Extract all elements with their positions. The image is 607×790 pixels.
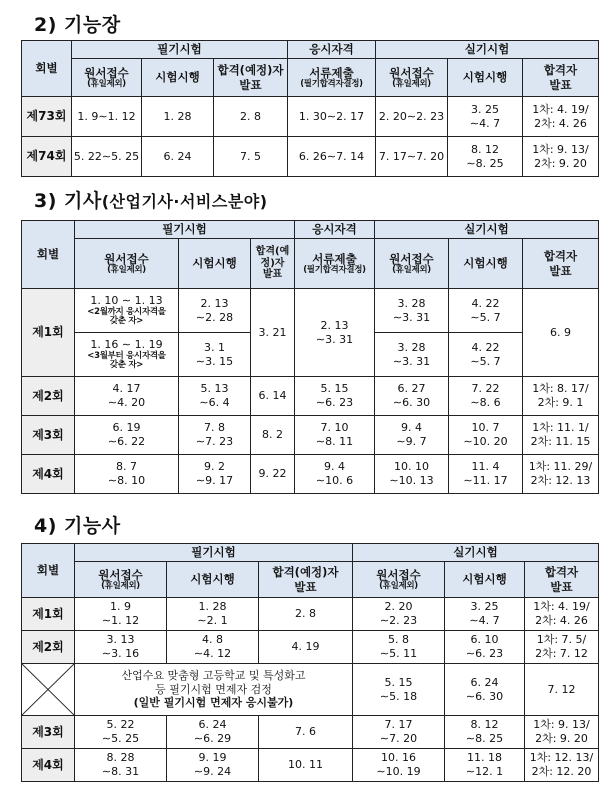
header-holiday-note: (휴일제외) (107, 265, 146, 276)
header-holiday-note: (휴일제외) (379, 581, 418, 592)
section-title-engineer-sub: (산업기사·서비스분야) (101, 192, 268, 211)
header-application-label: 원서접수 (389, 251, 434, 266)
table-row (22, 598, 599, 631)
header-holiday-note: (휴일제외) (392, 265, 431, 276)
header-application-label: 원서접수 (389, 65, 434, 80)
written-application-date: 8. 7 ∼8. 10 (75, 455, 179, 494)
practical-application-date: 5. 8 ∼5. 11 (353, 631, 445, 664)
practical-application-date: 2. 20∼2. 23 (376, 97, 448, 137)
written-exam-date: 6. 24 ∼6. 29 (167, 716, 259, 749)
practical-application-date: 10. 10 ∼10. 13 (375, 455, 449, 494)
section-title-master-craftsman: 2) 기능장 (34, 14, 121, 36)
application-eligibility-note: <3월부터 응시자격을 갖춘 자> (87, 351, 166, 371)
practical-result-date: 1차: 11. 29/ 2차: 12. 13 (523, 455, 599, 494)
practical-exam-date: 3. 25 ∼4. 7 (445, 598, 525, 631)
written-result-date: 10. 11 (259, 749, 353, 782)
practical-application-date: 2. 20 ∼2. 23 (353, 598, 445, 631)
round-label: 제73회 (22, 97, 72, 137)
practical-application-date: 5. 15 ∼5. 18 (353, 664, 445, 716)
written-application-date: 6. 19 ∼6. 22 (75, 416, 179, 455)
practical-application-date: 10. 16 ∼10. 19 (353, 749, 445, 782)
practical-exam-date: 11. 4 ∼11. 17 (449, 455, 523, 494)
section-title-craftsman: 4) 기능사 (34, 515, 121, 537)
table-row (22, 749, 599, 782)
header-qualification: 응시자격 (295, 221, 375, 239)
header-practical-application (375, 239, 449, 289)
practical-application-date: 7. 17∼7. 20 (376, 137, 448, 177)
written-application-date: 4. 17 ∼4. 20 (75, 377, 179, 416)
written-result-date: 9. 22 (251, 455, 295, 494)
header-practical-exam-date: 시험시행 (448, 59, 523, 97)
application-period: 1. 16 ∼ 1. 19 (90, 338, 163, 352)
header-practical-result: 합격자 발표 (525, 562, 599, 598)
document-submission-date: 2. 13 ∼3. 31 (295, 289, 375, 377)
document-submission-date: 9. 4 ∼10. 6 (295, 455, 375, 494)
header-practical-exam: 실기시험 (376, 41, 599, 59)
practical-exam-date: 8. 12 ∼8. 25 (445, 716, 525, 749)
header-holiday-note: (휴일제외) (392, 79, 431, 90)
exempt-note-line-3: (일반 필기시험 면제자 응시불가) (133, 696, 294, 710)
engineer-schedule-table (21, 220, 599, 494)
practical-result-date: 1차: 9. 13/ 2차: 9. 20 (525, 716, 599, 749)
written-result-date: 2. 8 (214, 97, 288, 137)
document-submission-date: 7. 10 ∼8. 11 (295, 416, 375, 455)
practical-result-date: 1차: 12. 13/ 2차: 12. 20 (525, 749, 599, 782)
header-practical-application (376, 59, 448, 97)
header-holiday-note: (휴일제외) (101, 581, 140, 592)
written-exam-date: 5. 13 ∼6. 4 (179, 377, 251, 416)
header-written-application (75, 562, 167, 598)
header-written-exam: 필기시험 (75, 221, 295, 239)
table-row (22, 631, 599, 664)
header-round: 회별 (22, 221, 75, 289)
table-row (22, 377, 599, 416)
round-label: 제2회 (22, 377, 75, 416)
written-exam-date: 7. 8 ∼7. 23 (179, 416, 251, 455)
document-submission-date: 5. 15 ∼6. 23 (295, 377, 375, 416)
master-craftsman-schedule-table (21, 40, 599, 177)
written-exam-date: 2. 13 ∼2. 28 (179, 289, 251, 333)
round-label: 제3회 (22, 716, 75, 749)
header-document-submission (288, 59, 376, 97)
header-application-label: 원서접수 (84, 65, 129, 80)
written-application-date: 1. 9 ∼1. 12 (75, 598, 167, 631)
header-written-exam-date: 시험시행 (167, 562, 259, 598)
practical-result-date: 1차: 9. 13/ 2차: 9. 20 (523, 137, 599, 177)
header-practical-application (353, 562, 445, 598)
practical-application-date: 3. 28 ∼3. 31 (375, 333, 449, 377)
written-exam-date: 1. 28 (142, 97, 214, 137)
practical-exam-date: 7. 22 ∼8. 6 (449, 377, 523, 416)
written-exam-date: 3. 1 ∼3. 15 (179, 333, 251, 377)
table-row (22, 97, 599, 137)
header-written-exam-date: 시험시행 (142, 59, 214, 97)
craftsman-schedule-table (21, 543, 599, 782)
written-exam-date: 9. 2 ∼9. 17 (179, 455, 251, 494)
table-row (22, 664, 599, 716)
header-application-label: 원서접수 (98, 567, 143, 582)
practical-application-date: 9. 4 ∼9. 7 (375, 416, 449, 455)
header-qualification: 응시자격 (288, 41, 376, 59)
header-written-application (75, 239, 179, 289)
exempt-note-line-1: 산업수요 맞춤형 고등학교 및 특성화고 (121, 668, 306, 682)
practical-exam-date: 6. 24 ∼6. 30 (445, 664, 525, 716)
written-exam-date: 1. 28 ∼2. 1 (167, 598, 259, 631)
written-application-date: 1. 9∼1. 12 (72, 97, 142, 137)
practical-result-date: 1차: 4. 19/ 2차: 4. 26 (525, 598, 599, 631)
table-row (22, 716, 599, 749)
written-application-date (75, 289, 179, 333)
header-practical-exam: 실기시험 (353, 544, 599, 562)
practical-exam-date: 4. 22 ∼5. 7 (449, 333, 523, 377)
header-document-submission (295, 239, 375, 289)
section-title-engineer-main: 3) 기사 (34, 190, 102, 212)
written-exam-date: 9. 19 ∼9. 24 (167, 749, 259, 782)
application-eligibility-note: <2월까지 응시자격을 갖춘 자> (87, 307, 166, 327)
round-label: 제4회 (22, 455, 75, 494)
written-application-date: 5. 22 ∼5. 25 (75, 716, 167, 749)
header-round: 회별 (22, 544, 75, 598)
header-application-label: 원서접수 (104, 251, 149, 266)
practical-result-date: 1차: 11. 1/ 2차: 11. 15 (523, 416, 599, 455)
cross-mark-icon (22, 664, 74, 715)
round-label: 제2회 (22, 631, 75, 664)
header-practical-result: 합격자 발표 (523, 59, 599, 97)
header-written-exam-date: 시험시행 (179, 239, 251, 289)
table-row (22, 416, 599, 455)
practical-result-date: 7. 12 (525, 664, 599, 716)
practical-exam-date: 3. 25 ∼4. 7 (448, 97, 523, 137)
practical-result-date: 6. 9 (523, 289, 599, 377)
header-application-label: 원서접수 (376, 567, 421, 582)
practical-exam-date: 11. 18 ∼12. 1 (445, 749, 525, 782)
written-result-date: 2. 8 (259, 598, 353, 631)
header-document-note: (필기합격자결정) (300, 79, 363, 90)
header-practical-exam-date: 시험시행 (445, 562, 525, 598)
written-result-date: 7. 6 (259, 716, 353, 749)
practical-exam-date: 4. 22 ∼5. 7 (449, 289, 523, 333)
practical-result-date: 1차: 7. 5/ 2차: 7. 12 (525, 631, 599, 664)
header-written-exam: 필기시험 (72, 41, 288, 59)
written-application-date (75, 333, 179, 377)
written-application-date: 3. 13 ∼3. 16 (75, 631, 167, 664)
header-practical-result: 합격자 발표 (523, 239, 599, 289)
table-row (22, 455, 599, 494)
practical-application-date: 7. 17 ∼7. 20 (353, 716, 445, 749)
practical-application-date: 3. 28 ∼3. 31 (375, 289, 449, 333)
header-practical-exam: 실기시험 (375, 221, 599, 239)
header-document-label: 서류제출 (312, 251, 357, 266)
written-result-date: 4. 19 (259, 631, 353, 664)
exempt-note-line-2: 등 필기시험 면제자 검정 (155, 682, 272, 696)
header-holiday-note: (휴일제외) (87, 79, 126, 90)
header-document-note: (필기합격자결정) (303, 265, 366, 276)
round-label: 제1회 (22, 289, 75, 377)
written-result-date: 8. 2 (251, 416, 295, 455)
written-result-date: 3. 21 (251, 289, 295, 377)
written-application-date: 8. 28 ∼8. 31 (75, 749, 167, 782)
round-label: 제3회 (22, 416, 75, 455)
practical-result-date: 1차: 8. 17/ 2차: 9. 1 (523, 377, 599, 416)
practical-exam-date: 8. 12 ∼8. 25 (448, 137, 523, 177)
document-submission-date: 1. 30∼2. 17 (288, 97, 376, 137)
exempt-candidates-note (75, 664, 353, 716)
round-label: 제74회 (22, 137, 72, 177)
header-written-application (72, 59, 142, 97)
header-document-label: 서류제출 (309, 65, 354, 80)
header-written-exam: 필기시험 (75, 544, 353, 562)
written-exam-date: 4. 8 ∼4. 12 (167, 631, 259, 664)
table-row (22, 137, 599, 177)
round-label: 제4회 (22, 749, 75, 782)
header-written-result: 합격(예 정)자 발표 (251, 239, 295, 289)
practical-exam-date: 10. 7 ∼10. 20 (449, 416, 523, 455)
header-written-result: 합격(예정)자 발표 (259, 562, 353, 598)
header-written-result: 합격(예정)자 발표 (214, 59, 288, 97)
practical-application-date: 6. 27 ∼6. 30 (375, 377, 449, 416)
section-title-engineer (34, 186, 268, 213)
written-result-date: 6. 14 (251, 377, 295, 416)
crossed-out-round-cell (22, 664, 75, 716)
header-round: 회별 (22, 41, 72, 97)
document-submission-date: 6. 26∼7. 14 (288, 137, 376, 177)
application-period: 1. 10 ∼ 1. 13 (90, 294, 163, 308)
practical-exam-date: 6. 10 ∼6. 23 (445, 631, 525, 664)
written-exam-date: 6. 24 (142, 137, 214, 177)
header-practical-exam-date: 시험시행 (449, 239, 523, 289)
table-row (22, 289, 599, 333)
round-label: 제1회 (22, 598, 75, 631)
practical-result-date: 1차: 4. 19/ 2차: 4. 26 (523, 97, 599, 137)
written-result-date: 7. 5 (214, 137, 288, 177)
written-application-date: 5. 22∼5. 25 (72, 137, 142, 177)
